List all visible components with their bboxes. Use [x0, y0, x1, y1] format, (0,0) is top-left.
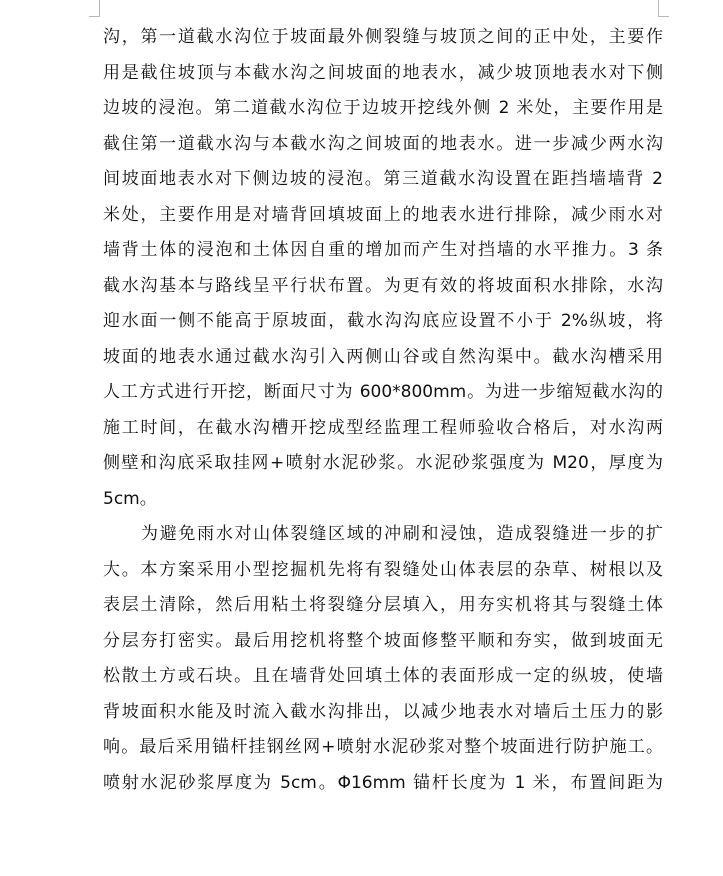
paragraph-first-line: 为避免雨水对山体裂缝区域的冲刷和浸蚀，造成裂缝进一步的扩 — [141, 524, 663, 544]
document-body-text — [103, 20, 663, 801]
text-line: 背坡面积水能及时流入截水沟排出，以减少地表水对墙后土压力的影 — [103, 701, 663, 722]
text-line: 侧壁和沟底采取挂网+喷射水泥砂浆。水泥砂浆强度为 M20，厚度为 — [103, 453, 663, 473]
text-line: 边坡的浸泡。第二道截水沟位于边坡开挖线外侧 2 米处，主要作用是 — [103, 98, 663, 118]
text-line: 米处，主要作用是对墙背回填坡面上的地表水进行排除，减少雨水对 — [103, 204, 663, 225]
text-line: 松散土方或石块。且在墙背处回填土体的表面形成一定的纵坡，使墙 — [103, 666, 663, 686]
text-line: 间坡面地表水对下侧边坡的浸泡。第三道截水沟设置在距挡墙墙背 2 — [103, 169, 663, 189]
text-line: 截住第一道截水沟与本截水沟之间坡面的地表水。进一步减少两水沟 — [103, 133, 663, 154]
text-line: 响。最后采用锚杆挂钢丝网+喷射水泥砂浆对整个坡面进行防护施工。 — [103, 737, 663, 757]
text-line: 沟，第一道截水沟位于坡面最外侧裂缝与坡顶之间的正中处，主要作 — [103, 27, 663, 47]
text-line: 表层土清除，然后用粘土将裂缝分层填入，用夯实机将其与裂缝土体 — [103, 595, 663, 615]
text-line: 坡面的地表水通过截水沟引入两侧山谷或自然沟渠中。截水沟槽采用 — [103, 346, 663, 367]
text-line: 施工时间，在截水沟槽开挖成型经监理工程师验收合格后，对水沟两 — [103, 417, 663, 438]
text-line: 墙背土体的浸泡和土体因自重的增加而产生对挡墙的水平推力。3 条 — [103, 240, 663, 260]
text-line: 迎水面一侧不能高于原坡面，截水沟沟底应设置不小于 2%纵坡，将 — [103, 311, 663, 331]
text-line: 用是截住坡顶与本截水沟之间坡面的地表水，减少坡顶地表水对下侧 — [103, 62, 663, 83]
text-line: 人工方式进行开挖，断面尺寸为 600*800mm。为进一步缩短截水沟的 — [103, 382, 663, 402]
text-line: 截水沟基本与路线呈平行状布置。为更有效的将坡面积水排除，水沟 — [103, 275, 663, 296]
text-line: 分层夯打密实。最后用挖机将整个坡面修整平顺和夯实，做到坡面无 — [103, 630, 663, 651]
text-line: 大。本方案采用小型挖掘机先将有裂缝处山体表层的杂草、树根以及 — [103, 559, 663, 580]
text-line: 喷射水泥砂浆厚度为 5cm。Φ16mm 锚杆长度为 1 米，布置间距为 — [103, 772, 663, 793]
top-right-margin-marker — [658, 0, 669, 17]
top-left-margin-marker — [89, 0, 100, 17]
paragraph-end-line: 5cm。 — [103, 488, 157, 509]
